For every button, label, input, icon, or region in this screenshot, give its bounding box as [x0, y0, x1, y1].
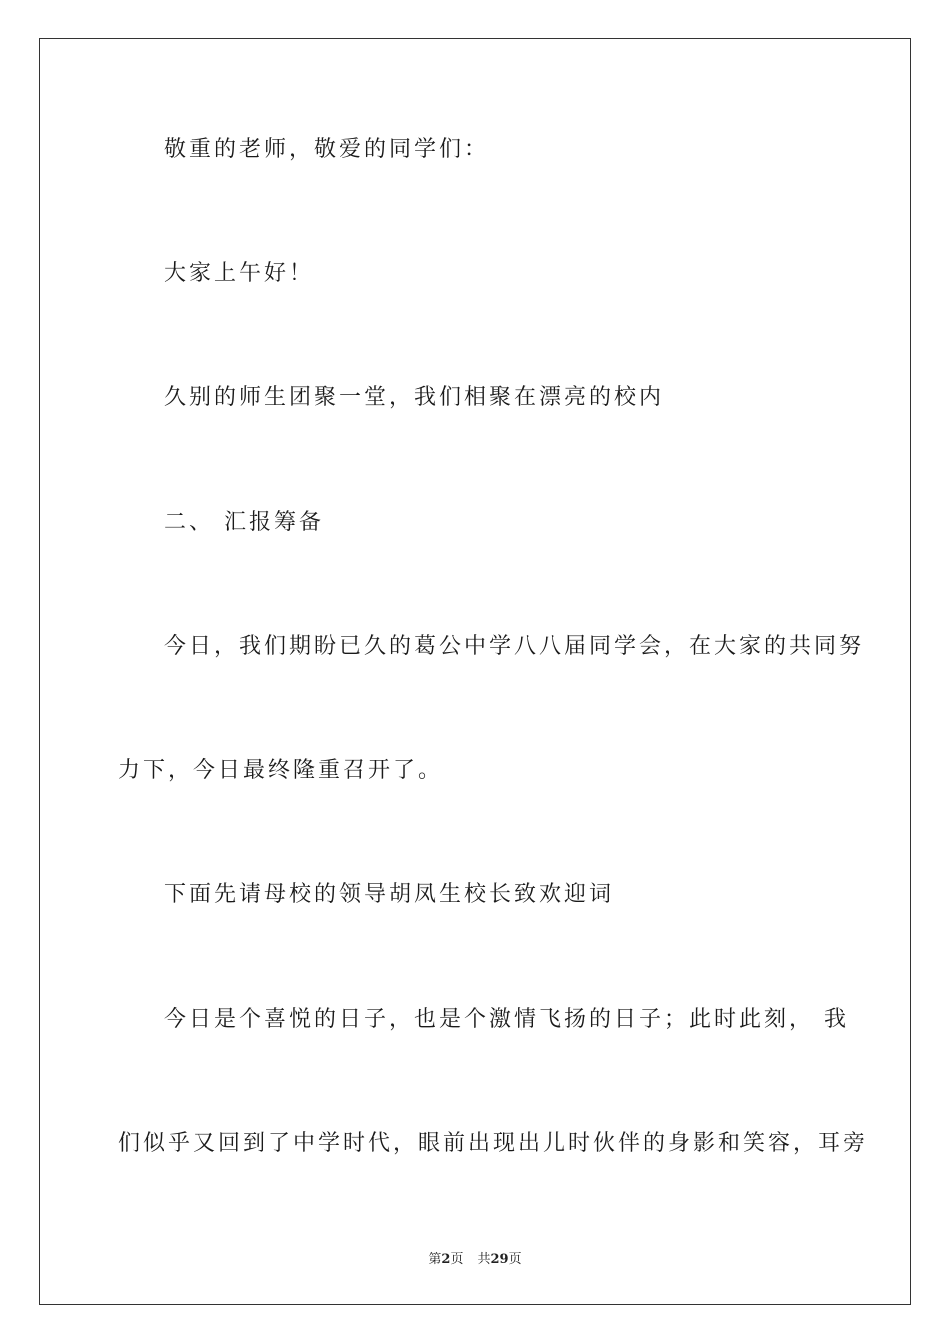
- salutation-line: 敬重的老师，敬爱的同学们：: [164, 137, 490, 162]
- total-page-count: 29: [490, 1252, 509, 1267]
- paragraph-line: 今日是个喜悦的日子，也是个激情飞扬的日子；此时此刻， 我: [164, 1007, 849, 1032]
- section-heading: 二、 汇报筹备: [164, 510, 324, 535]
- current-page-number: 2: [441, 1252, 451, 1267]
- greeting-line: 大家上午好！: [164, 261, 315, 286]
- paragraph-line: 久别的师生团聚一堂，我们相聚在漂亮的校内: [164, 385, 665, 410]
- paragraph-line: 下面先请母校的领导胡凤生校长致欢迎词: [164, 882, 615, 907]
- page-number: 第2页: [428, 1252, 464, 1267]
- paragraph-line: 今日，我们期盼已久的葛公中学八八届同学会，在大家的共同努: [164, 634, 865, 659]
- paragraph-line: 们似乎又回到了中学时代，眼前出现出儿时伙伴的身影和笑容，耳旁: [118, 1131, 869, 1156]
- total-pages: 共29页: [477, 1252, 522, 1267]
- paragraph-line: 力下，今日最终隆重召开了。: [118, 758, 444, 783]
- page-footer: [0, 1248, 950, 1267]
- page-border: [39, 38, 911, 1305]
